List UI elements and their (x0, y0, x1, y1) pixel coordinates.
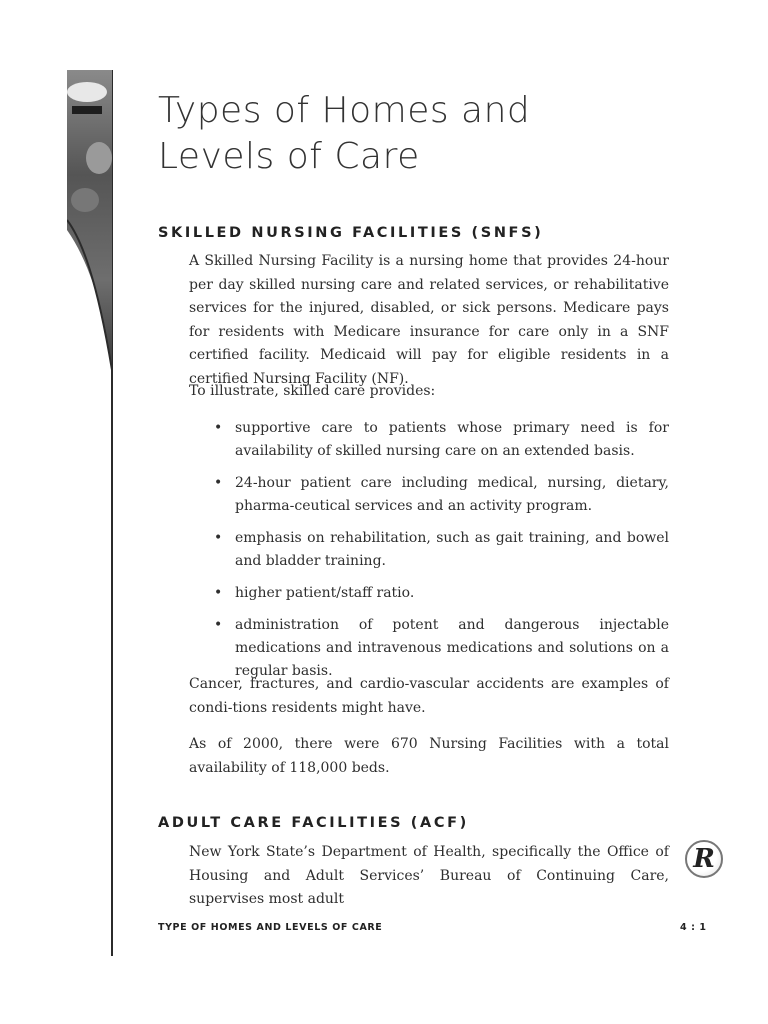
section-heading-acf: ADULT CARE FACILITIES (ACF) (158, 815, 469, 831)
footer-running-title: TYPE OF HOMES AND LEVELS OF CARE (158, 922, 383, 933)
section-heading-snf: SKILLED NURSING FACILITIES (SNFS) (158, 225, 544, 241)
elderly-person-photo (67, 70, 112, 370)
list-item: • supportive care to patients whose primary need is for availability of skilled nursing care on an extended basis. (214, 417, 669, 463)
list-item: • emphasis on rehabilitation, such as gait training, and bowel and bladder training. (214, 527, 669, 573)
publisher-logo: R (685, 840, 723, 878)
snf-stats-paragraph: As of 2000, there were 670 Nursing Facilities with a total availability of 118,000 beds. (189, 736, 669, 776)
page-title (158, 88, 530, 180)
snf-lead-in-paragraph: To illustrate, skilled care provides: (189, 383, 436, 399)
list-item: • 24-hour patient care including medical, nursing, dietary, pharma-ceutical services and an activity program. (214, 472, 669, 518)
skilled-care-bullet-list (214, 417, 669, 692)
acf-intro-paragraph: New York State’s Department of Health, specifically the Office of Housing and Adult Services’ Bureau of Continuing Care, supervises most adult (189, 844, 669, 907)
list-item: • higher patient/staff ratio. (214, 582, 669, 605)
page-title-line-1: Types of Homes and (158, 90, 531, 131)
snf-intro-paragraph: A Skilled Nursing Facility is a nursing home that provides 24-hour per day skilled nursing care and related services, or rehabilitative services for the injured, disabled, or sick persons. Medicare pays for residents with Medicare insurance for care only in a SNF certified facility. Medicaid will pay for eligible residents in a certified Nursing Facility (NF). (189, 253, 669, 387)
list-item: • administration of potent and dangerous injectable medications and intravenous medications and solutions on a regular basis. (214, 614, 669, 683)
footer-page-number: 4 : 1 (680, 922, 707, 933)
snf-examples-paragraph: Cancer, fractures, and cardio-vascular accidents are examples of condi-tions residents might have. (189, 676, 669, 716)
page-title-line-2: Levels of Care (158, 136, 420, 177)
